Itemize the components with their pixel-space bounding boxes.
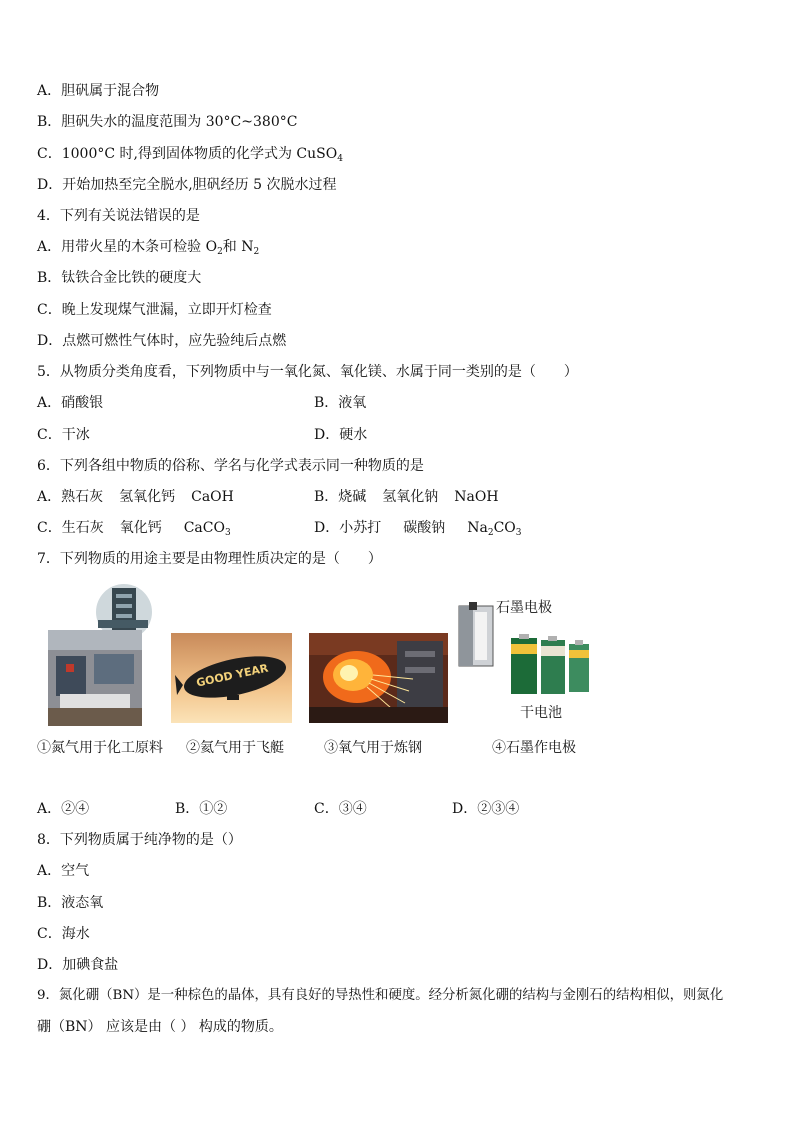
q4-option-d: D．点燃可燃性气体时，应先验纯后点燃	[37, 333, 287, 349]
chemical-plant-image	[46, 584, 156, 726]
blimp-image	[171, 633, 292, 723]
q8-option-b: B．液态氧	[37, 895, 104, 911]
caption-helium: ②氦气用于飞艇	[186, 740, 284, 756]
q7-option-a: A．②④	[37, 801, 90, 817]
q6-option-d: D．小苏打 碳酸钠 $Na_2CO_3$	[314, 520, 522, 538]
q7-stem: 7．下列物质的用途主要是由物理性质决定的是（ ）	[37, 551, 382, 567]
q5-option-d: D．硬水	[314, 427, 368, 443]
q5-option-b: B．液氧	[314, 395, 367, 411]
q6-option-a: A．熟石灰 氢氧化钙 CaOH	[37, 489, 234, 505]
q7-option-b: B．①②	[175, 801, 228, 817]
q4-option-c: C．晚上发现煤气泄漏，立即开灯检查	[37, 302, 272, 318]
q3-option-c: C．1000°C 时,得到固体物质的化学式为 CuSO$_4$	[37, 146, 343, 164]
q5-stem: 5．从物质分类角度看，下列物质中与一氧化氮、氧化镁、水属于同一类别的是（ ）	[37, 364, 578, 380]
graphite-electrode-label: 石墨电极	[496, 600, 552, 616]
dry-cell-label: 干电池	[520, 705, 562, 721]
q8-option-d: D．加碘食盐	[37, 957, 119, 973]
steelmaking-image	[309, 633, 448, 723]
q4-stem: 4．下列有关说法错误的是	[37, 208, 200, 224]
q4-option-b: B．钛铁合金比铁的硬度大	[37, 270, 202, 286]
caption-nitrogen: ①氮气用于化工原料	[37, 740, 163, 756]
q6-option-c: C．生石灰 氧化钙 CaCO$_3$	[37, 520, 231, 538]
q9-stem-line1: 9．氮化硼（BN）是一种棕色的晶体，具有良好的导热性和硬度。经分析氮化硼的结构与金刚石的结构相似，则氮化	[37, 988, 724, 1003]
q3-option-a: A．胆矾属于混合物	[37, 83, 160, 99]
q8-stem: 8．下列物质属于纯净物的是（）	[37, 832, 242, 848]
q9-stem-line2: 硼（BN） 应该是由（ ） 构成的物质。	[37, 1019, 283, 1035]
caption-oxygen: ③氧气用于炼钢	[324, 740, 422, 756]
q5-option-a: A．硝酸银	[37, 395, 104, 411]
q3-option-b: B．胆矾失水的温度范围为 30°C~380°C	[37, 114, 298, 130]
q4-option-a: A．用带火星的木条可检验 $O_2$和 $N_2$	[37, 239, 260, 257]
q6-stem: 6．下列各组中物质的俗称、学名与化学式表示同一种物质的是	[37, 458, 424, 474]
blimp-logo-text: GOOD YEAR	[195, 661, 270, 690]
q3-option-d: D．开始加热至完全脱水,胆矾经历 5 次脱水过程	[37, 177, 337, 193]
q7-option-c: C．③④	[314, 801, 367, 817]
caption-graphite: ④石墨作电极	[492, 740, 576, 756]
q5-option-c: C．干冰	[37, 427, 90, 443]
q8-option-a: A．空气	[37, 863, 90, 879]
q8-option-c: C．海水	[37, 926, 90, 942]
q7-option-d: D．②③④	[452, 801, 520, 817]
q6-option-b: B．烧碱 氢氧化钠 NaOH	[314, 489, 499, 505]
